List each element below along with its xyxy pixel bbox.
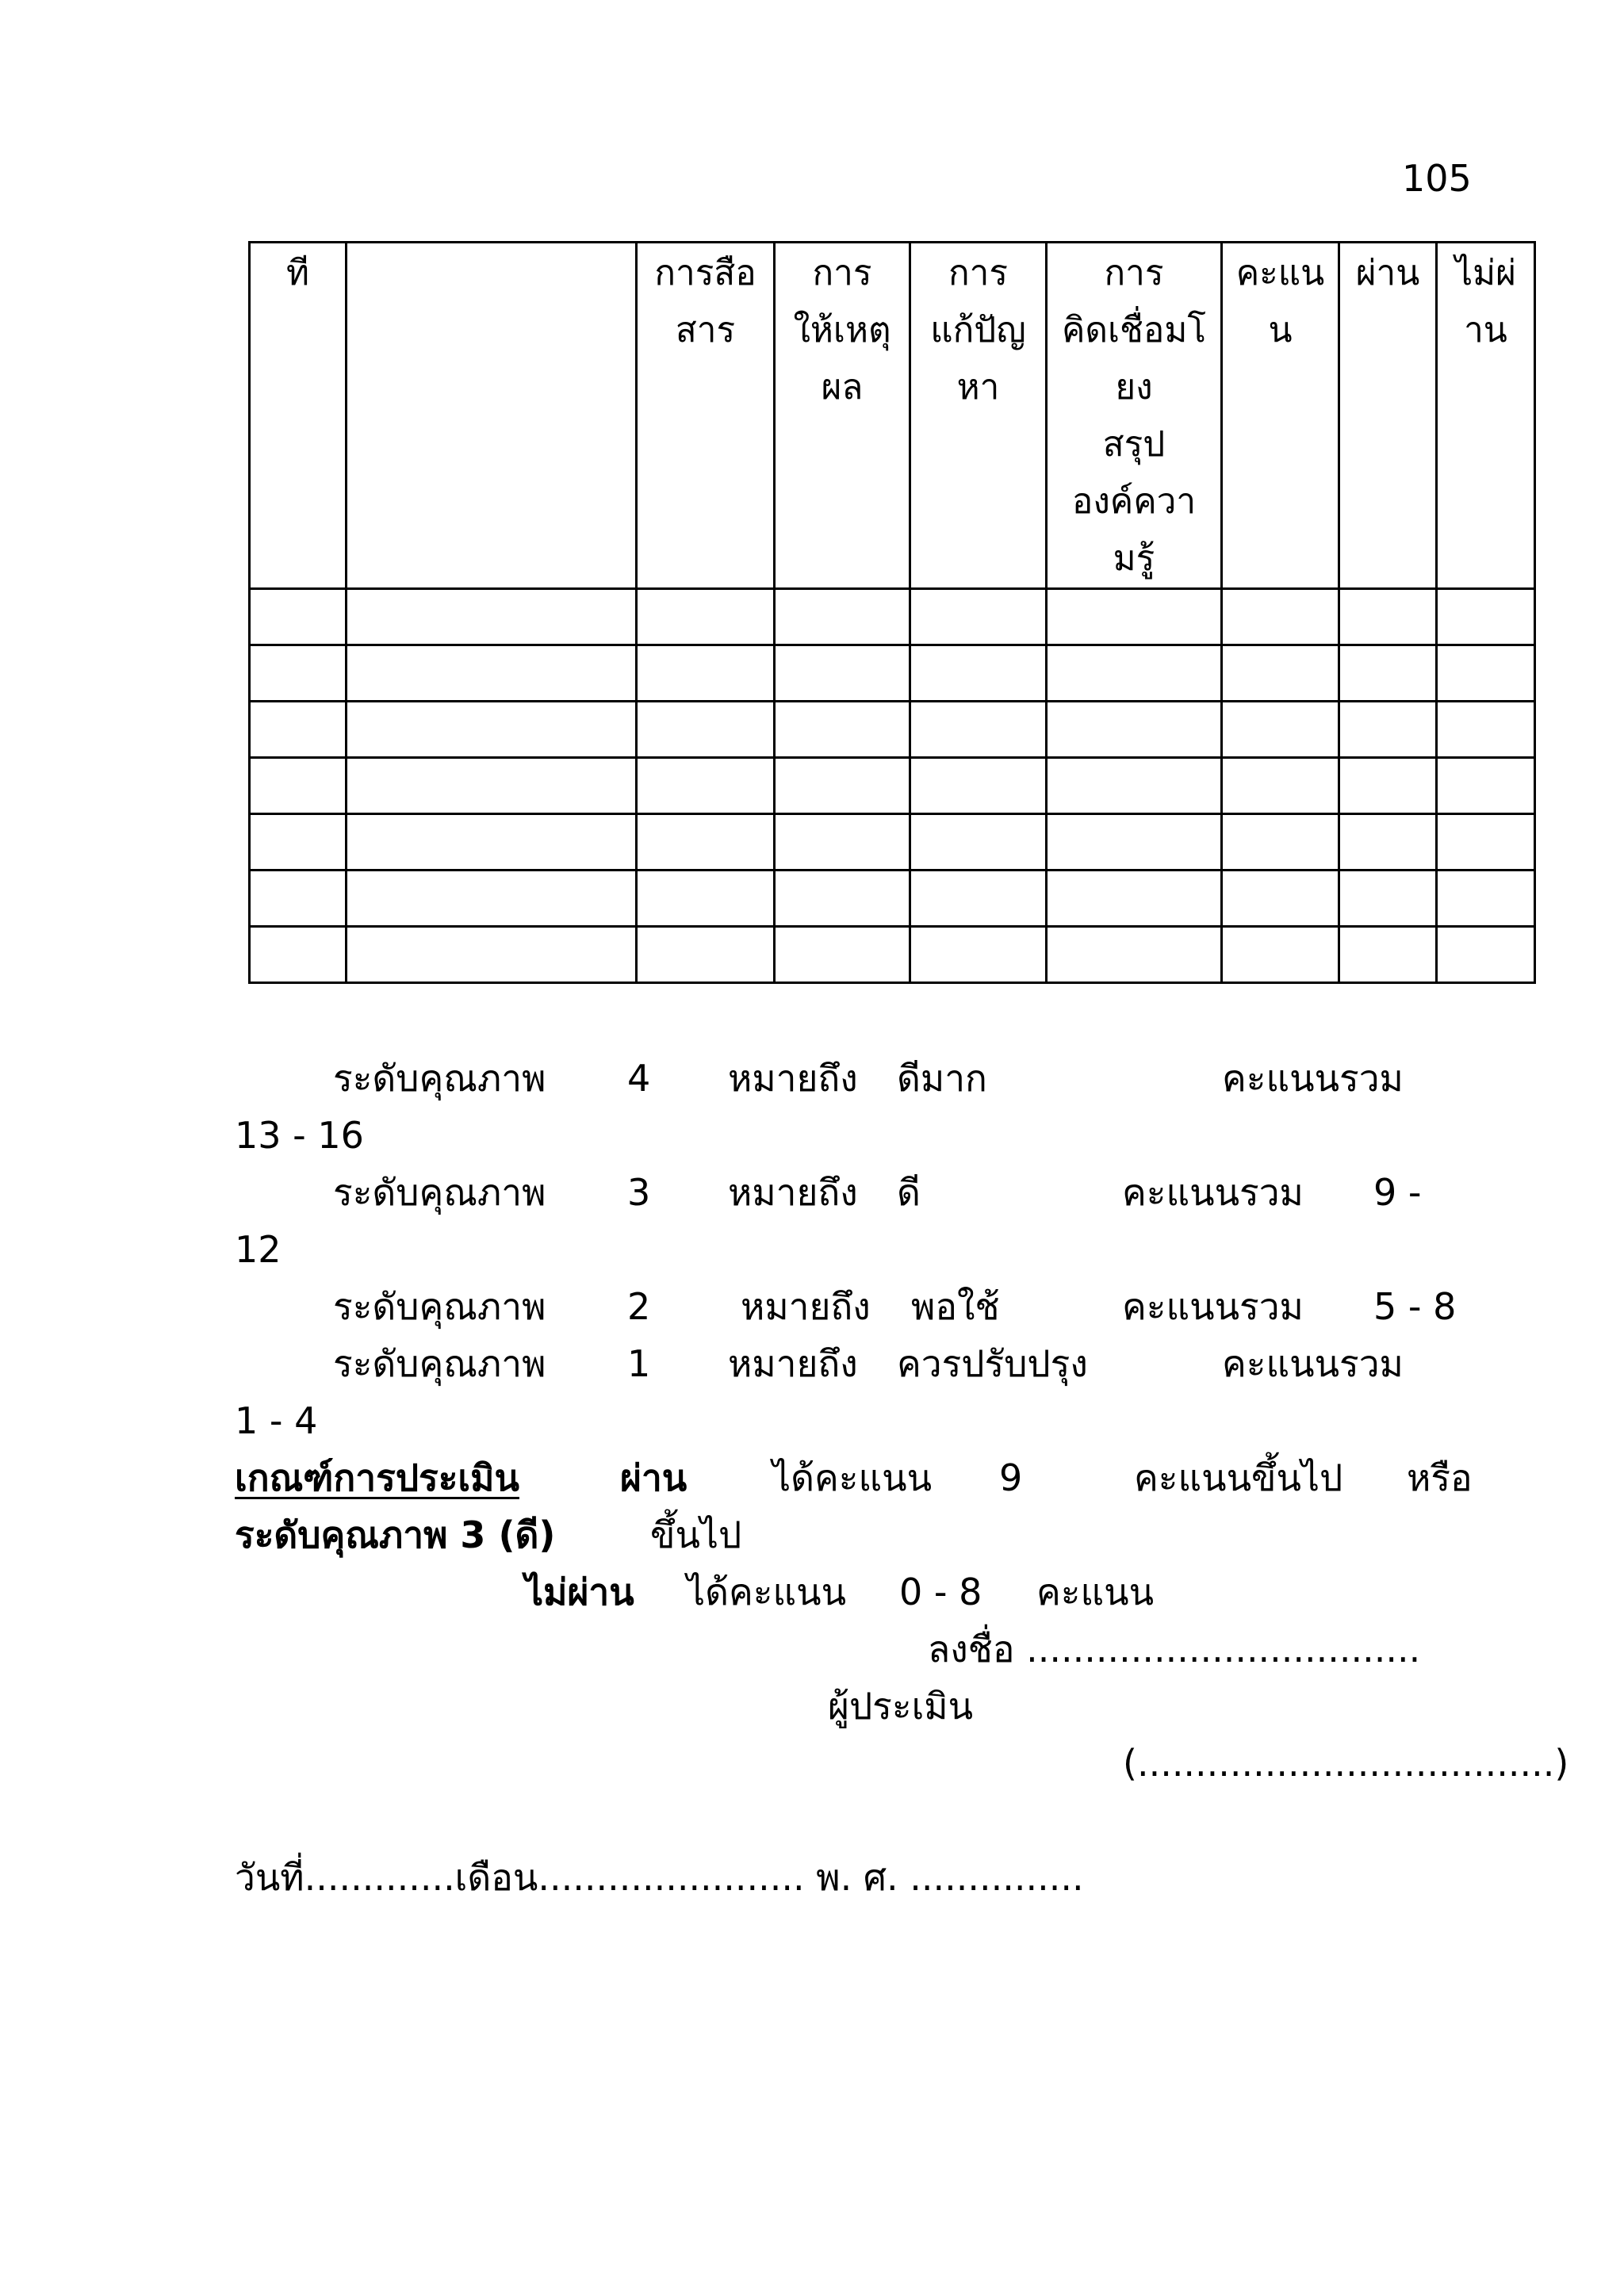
table-cell — [775, 758, 910, 814]
criteria-pass-score: 9 — [999, 1456, 1023, 1499]
evaluation-table — [248, 241, 1536, 984]
criteria-up: ขึ้นไป — [650, 1513, 742, 1556]
table-cell — [347, 871, 637, 927]
table-cell — [1339, 645, 1437, 702]
level-3-label: ระดับคุณภาพ — [333, 1171, 546, 1214]
table-cell — [1339, 871, 1437, 927]
page-number: 105 — [1402, 157, 1472, 200]
table-cell — [1047, 702, 1222, 758]
table-cell — [910, 645, 1047, 702]
table-cell — [250, 814, 347, 871]
level-2-desc: พอใช้ — [911, 1285, 1000, 1328]
header-text-line: ไม่ผ่ — [1455, 253, 1516, 293]
table-cell — [910, 758, 1047, 814]
table-cell — [1437, 589, 1535, 645]
table-cell — [250, 589, 347, 645]
table-cell — [910, 702, 1047, 758]
table-cell — [775, 814, 910, 871]
table-cell — [1047, 927, 1222, 983]
table-cell — [250, 702, 347, 758]
header-text-line: การ — [1104, 253, 1164, 293]
table-header-col-8 — [1339, 243, 1437, 589]
table-cell — [910, 814, 1047, 871]
criteria-title: เกณฑ์การประเมิน — [235, 1456, 519, 1499]
table-cell — [1437, 927, 1535, 983]
table-cell — [1339, 589, 1437, 645]
level-3-total: คะแนนรวม — [1122, 1171, 1304, 1214]
level-2-label: ระดับคุณภาพ — [333, 1285, 546, 1328]
level-4-desc: ดีมาก — [897, 1057, 987, 1100]
table-cell — [637, 871, 775, 927]
level-4-range: 13 - 16 — [235, 1114, 364, 1157]
table-cell — [1047, 758, 1222, 814]
table-cell — [347, 645, 637, 702]
table-cell — [637, 758, 775, 814]
table-row — [250, 645, 1535, 702]
table-header-col-6 — [1047, 243, 1222, 589]
table-cell — [1047, 871, 1222, 927]
header-text-line: ให้เหตุ — [793, 310, 891, 350]
table-cell — [637, 645, 775, 702]
level-4-label: ระดับคุณภาพ — [333, 1057, 546, 1100]
level-1-desc: ควรปรับปรุง — [897, 1342, 1088, 1385]
table-cell — [250, 758, 347, 814]
criteria-or: หรือ — [1407, 1456, 1473, 1499]
level-4-total: คะแนนรวม — [1222, 1057, 1404, 1100]
header-text-line: คิดเชื่อมโ — [1062, 310, 1206, 350]
evaluator-label: ผู้ประเมิน — [828, 1685, 974, 1728]
table-cell — [250, 645, 347, 702]
level-1-total: คะแนนรวม — [1222, 1342, 1404, 1385]
table-cell — [1222, 927, 1339, 983]
table-cell — [637, 589, 775, 645]
table-header-col-7 — [1222, 243, 1339, 589]
table-row — [250, 814, 1535, 871]
table-cell — [1437, 871, 1535, 927]
table-cell — [347, 814, 637, 871]
criteria-fail-got: ได้คะแนน — [687, 1571, 847, 1613]
header-text-line: สรุป — [1102, 424, 1166, 465]
table-cell — [910, 871, 1047, 927]
header-text-line: การ — [948, 253, 1008, 293]
level-1-num: 1 — [627, 1342, 651, 1385]
level-3-range-start: 9 - — [1373, 1171, 1422, 1214]
header-text-line: องค์ควา — [1071, 481, 1197, 522]
table-cell — [775, 871, 910, 927]
criteria-fail-range: 0 - 8 — [899, 1571, 982, 1613]
header-text-line: ผล — [821, 367, 864, 408]
header-text-line: คะแน — [1235, 253, 1325, 293]
table-cell — [1047, 589, 1222, 645]
table-header-col-9 — [1437, 243, 1535, 589]
table-header-col-1 — [250, 243, 347, 589]
table-cell — [910, 589, 1047, 645]
header-text-line: การสือ — [654, 253, 756, 293]
table-cell — [347, 589, 637, 645]
level-2-means: หมายถึง — [741, 1285, 871, 1328]
header-text-line: ผ่าน — [1355, 253, 1420, 293]
table-row — [250, 589, 1535, 645]
header-text-line: แก้ปัญ — [930, 310, 1026, 350]
table-header-row — [250, 243, 1535, 589]
header-text-line: สาร — [675, 310, 736, 350]
level-2-num: 2 — [627, 1285, 651, 1328]
level-1-means: หมายถึง — [728, 1342, 858, 1385]
level-1-label: ระดับคุณภาพ — [333, 1342, 546, 1385]
table-cell — [910, 927, 1047, 983]
table-cell — [775, 927, 910, 983]
level-4-means: หมายถึง — [728, 1057, 858, 1100]
level-3-num: 3 — [627, 1171, 651, 1214]
header-text-line: มรู้ — [1113, 538, 1155, 579]
table-cell — [1047, 814, 1222, 871]
table-cell — [1222, 702, 1339, 758]
table-cell — [1339, 758, 1437, 814]
criteria-got-score: ได้คะแนน — [772, 1456, 933, 1499]
table-header-col-4 — [775, 243, 910, 589]
table-cell — [637, 702, 775, 758]
table-cell — [1222, 645, 1339, 702]
table-header-col-2 — [347, 243, 637, 589]
table-cell — [775, 702, 910, 758]
table-cell — [250, 871, 347, 927]
header-text-line: ยง — [1115, 367, 1153, 408]
level-2-range: 5 - 8 — [1373, 1285, 1457, 1328]
header-text-line: ที — [285, 253, 309, 293]
table-cell — [1339, 927, 1437, 983]
criteria-fail-unit: คะแนน — [1036, 1571, 1155, 1613]
table-cell — [1222, 814, 1339, 871]
table-cell — [1222, 871, 1339, 927]
level-3-range-end: 12 — [235, 1228, 282, 1271]
criteria-level: ระดับคุณภาพ 3 (ดี) — [235, 1513, 556, 1556]
level-2-total: คะแนนรวม — [1122, 1285, 1304, 1328]
table-cell — [1437, 645, 1535, 702]
criteria-pass: ผ่าน — [620, 1456, 688, 1499]
table-cell — [1339, 814, 1437, 871]
table-header-col-5 — [910, 243, 1047, 589]
table-cell — [250, 927, 347, 983]
table-cell — [1047, 645, 1222, 702]
level-3-means: หมายถึง — [728, 1171, 858, 1214]
header-text-line: การ — [812, 253, 872, 293]
table-cell — [1437, 702, 1535, 758]
level-1-range: 1 - 4 — [235, 1399, 318, 1442]
table-body — [250, 589, 1535, 983]
table-row — [250, 758, 1535, 814]
criteria-score-up: คะแนนขึ้นไป — [1134, 1456, 1343, 1499]
evaluator-name-line: (....................................) — [1123, 1742, 1569, 1785]
level-3-desc: ดี — [897, 1171, 921, 1214]
table-cell — [1437, 758, 1535, 814]
table-cell — [775, 645, 910, 702]
table-cell — [1339, 702, 1437, 758]
table-cell — [637, 927, 775, 983]
table-cell — [347, 927, 637, 983]
criteria-fail: ไม่ผ่าน — [525, 1571, 634, 1613]
table-row — [250, 871, 1535, 927]
header-text-line: าน — [1464, 310, 1507, 350]
header-text-line: หา — [956, 367, 1000, 408]
table-cell — [347, 758, 637, 814]
signature-line: ลงชื่อ .................................. — [928, 1628, 1421, 1670]
table-cell — [1437, 814, 1535, 871]
date-line: วันที่.............เดือน....................... พ. ศ. ............... — [235, 1856, 1084, 1899]
table-cell — [1222, 758, 1339, 814]
table-cell — [1222, 589, 1339, 645]
level-4-num: 4 — [627, 1057, 651, 1100]
header-text-line: น — [1268, 310, 1293, 350]
table-row — [250, 927, 1535, 983]
table-row — [250, 702, 1535, 758]
table-cell — [775, 589, 910, 645]
table-header-col-3 — [637, 243, 775, 589]
table-cell — [637, 814, 775, 871]
table-cell — [347, 702, 637, 758]
